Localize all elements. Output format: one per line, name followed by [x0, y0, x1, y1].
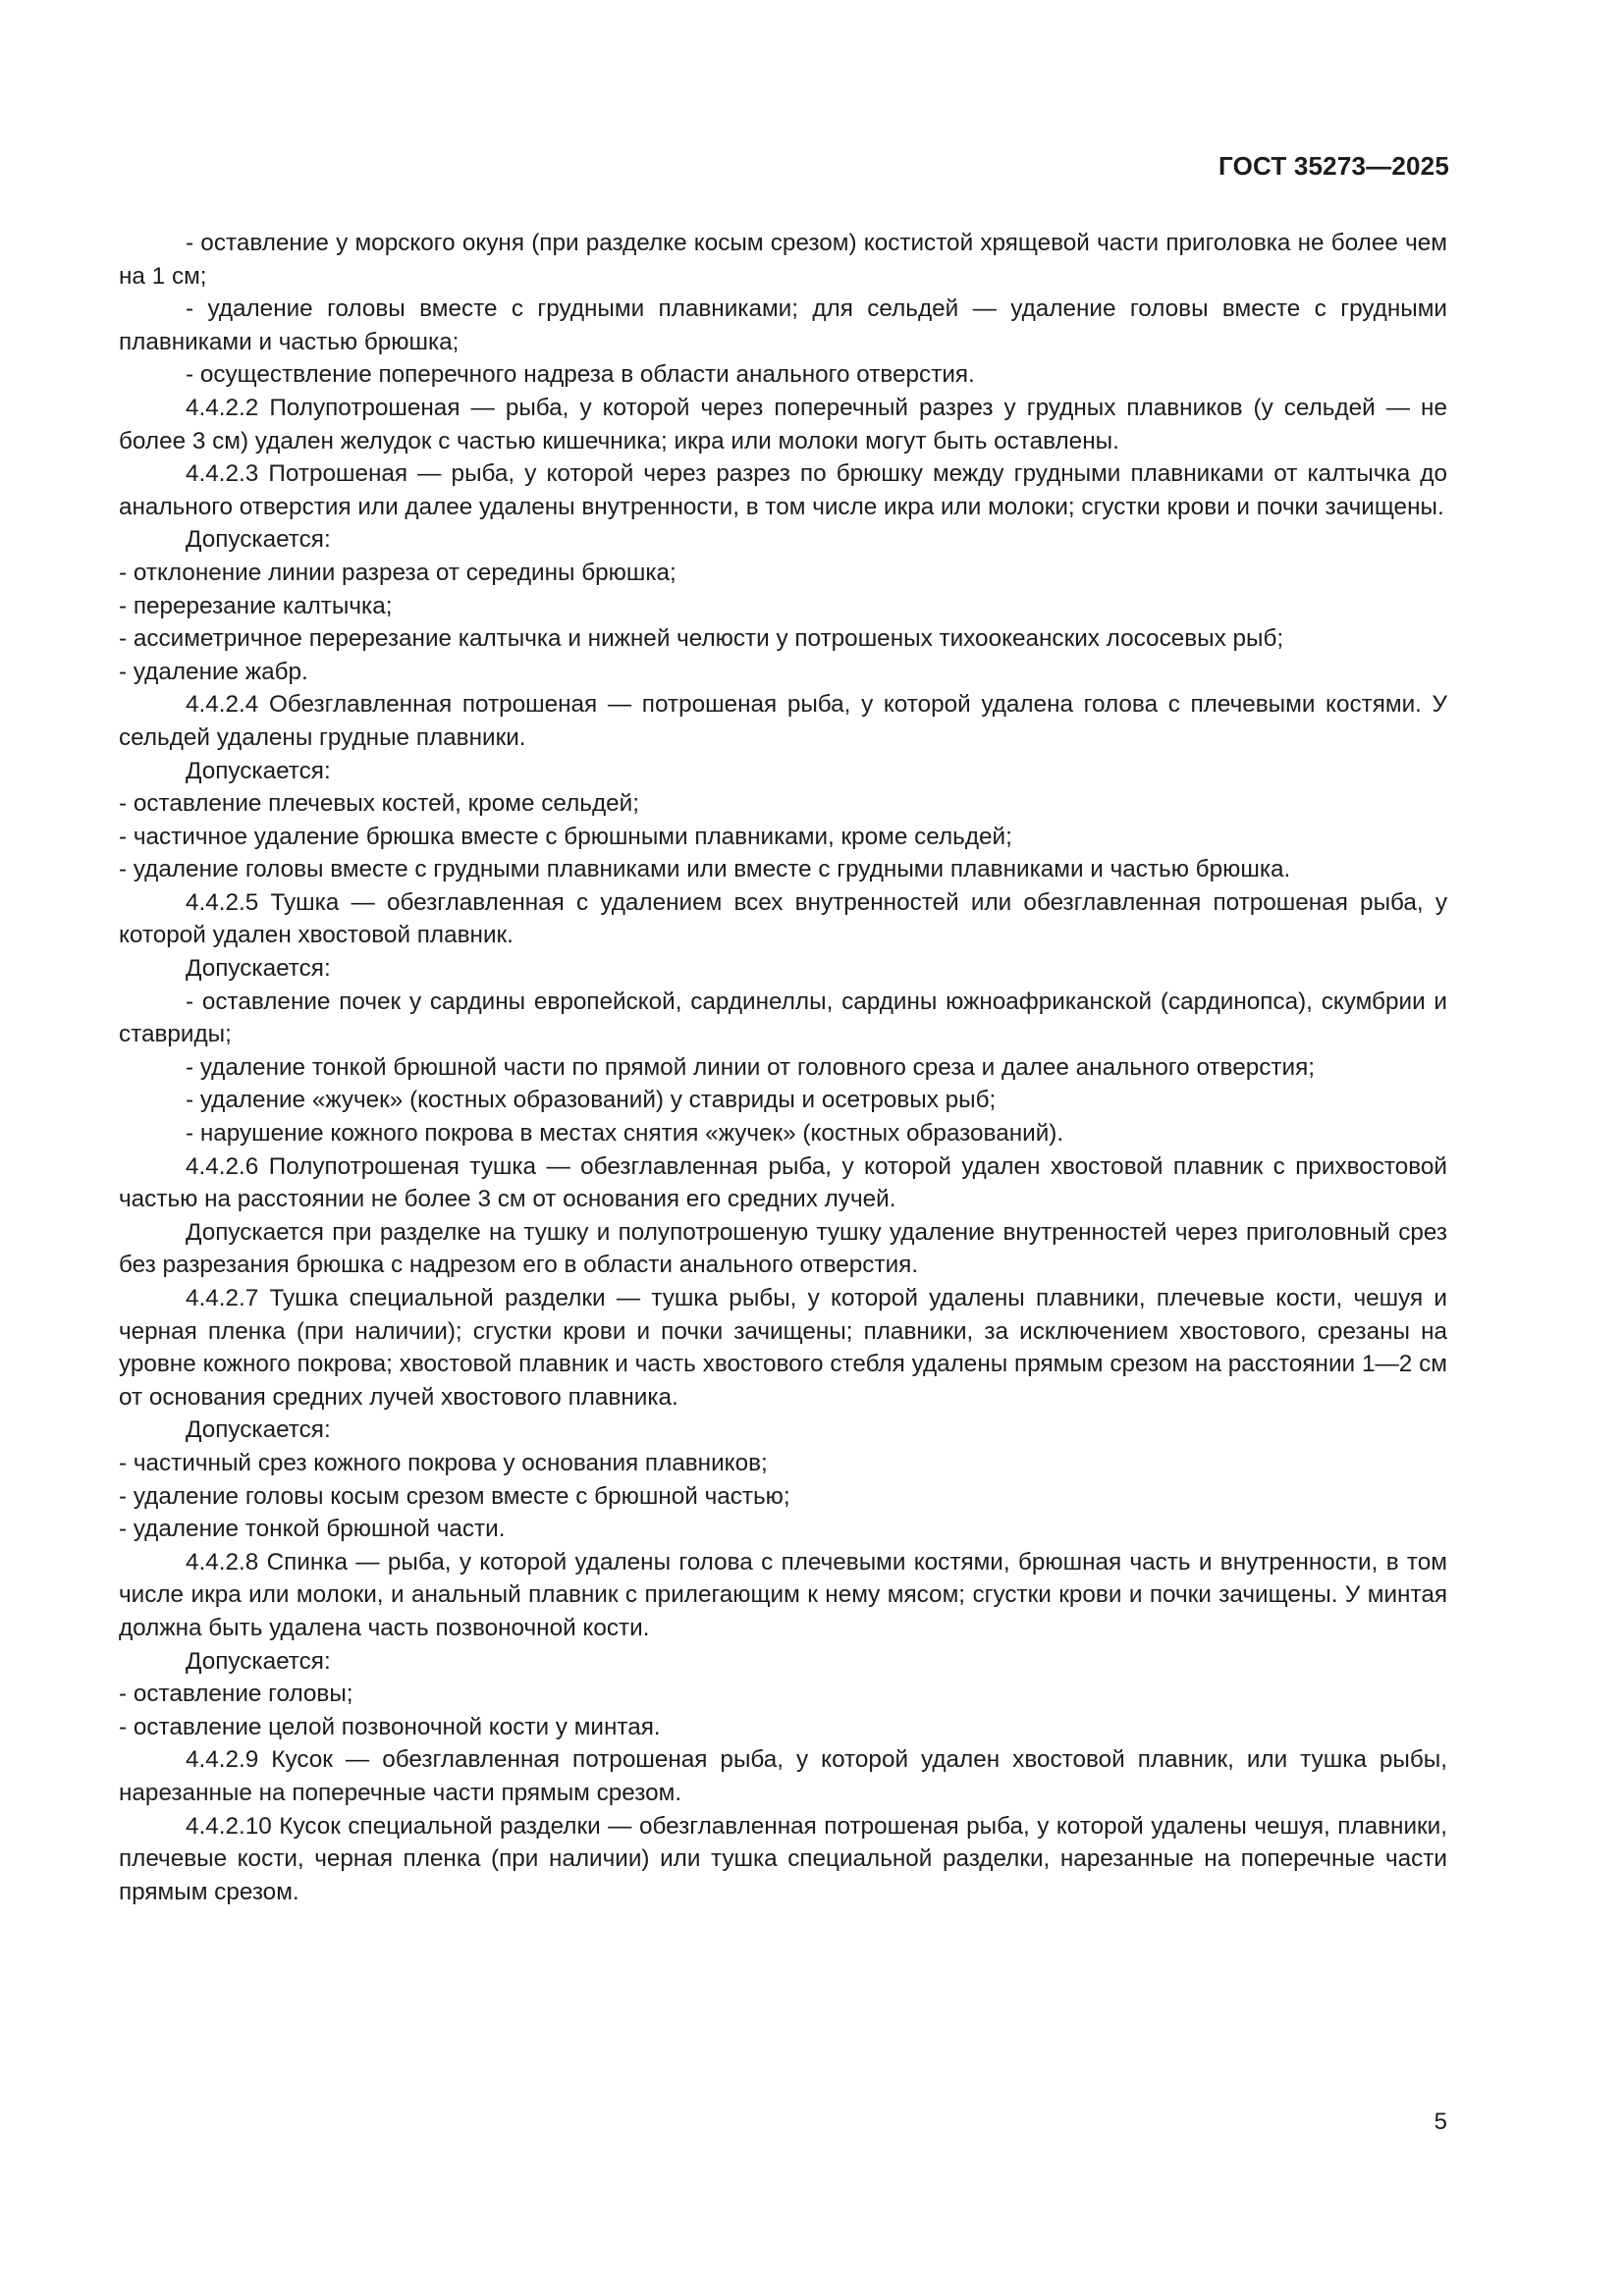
list-item: - удаление тонкой брюшной части.: [119, 1516, 506, 1543]
paragraph: Допускается:: [186, 757, 331, 784]
list-item: - удаление головы косым срезом вместе с брюшной частью;: [119, 1482, 790, 1510]
paragraph: Допускается:: [186, 1416, 331, 1444]
paragraph: 4.4.2.10 Кусок специальной разделки — обезглавленная потрошеная рыба, у которой удалены чешуя, плавники, плечевые кости, черная пленка (при наличии) или тушка специальной разделки, нарезанные на поперечные части прямым срезом.: [119, 1812, 1447, 1905]
paragraph: - оставление у морского окуня (при разделке косым срезом) костистой хрящевой части приголовка не более чем на 1 см;: [119, 230, 1447, 290]
paragraph: 4.4.2.2 Полупотрошеная — рыба, у которой через поперечный разрез у грудных плавников (у сельдей — не более 3 см) удален желудок с частью кишечника; икра или молоки могут быть оставлены.: [119, 394, 1447, 454]
paragraph: Допускается:: [186, 1647, 331, 1675]
page-number: 5: [1434, 2109, 1447, 2135]
list-item: - удаление головы вместе с грудными плавниками или вместе с грудными плавниками и частью брюшка.: [119, 856, 1291, 883]
document-body: [119, 227, 1447, 1908]
list-item: - перерезание калтычка;: [119, 592, 393, 619]
paragraph: 4.4.2.9 Кусок — обезглавленная потрошеная рыба, у которой удален хвостовой плавник, или тушка рыбы, нарезанные на поперечные части прямым срезом.: [119, 1746, 1447, 1806]
list-item: - ассиметричное перерезание калтычка и нижней челюсти у потрошеных тихоокеанских лососевых рыб;: [119, 625, 1284, 653]
paragraph: 4.4.2.5 Тушка — обезглавленная с удалением всех внутренностей или обезглавленная потрошеная рыба, у которой удален хвостовой плавник.: [119, 888, 1447, 949]
list-item: - оставление целой позвоночной кости у минтая.: [119, 1713, 661, 1740]
paragraph: Допускается:: [186, 955, 331, 983]
list-item: - оставление головы;: [119, 1681, 353, 1708]
list-item: - удаление жабр.: [119, 658, 308, 685]
list-item: - частичный срез кожного покрова у основания плавников;: [119, 1449, 768, 1476]
list-item: - частичное удаление брюшка вместе с брюшными плавниками, кроме сельдей;: [119, 823, 1012, 850]
paragraph: 4.4.2.6 Полупотрошеная тушка — обезглавленная рыба, у которой удален хвостовой плавник с прихвостовой частью на расстоянии не более 3 см от основания его средних лучей.: [119, 1152, 1447, 1213]
document-header: ГОСТ 35273—2025: [1218, 151, 1449, 181]
list-item: - нарушение кожного покрова в местах снятия «жучек» (костных образований).: [186, 1120, 1064, 1148]
paragraph: 4.4.2.7 Тушка специальной разделки — тушка рыбы, у которой удалены плавники, плечевые кости, чешуя и черная пленка (при наличии); сгустки крови и почки зачищены; плавники, за исключением хвостового, срезаны на уровне кожного покрова; хвостовой плавник и часть хвостового стебля удалены прямым срезом на расстоянии 1—2 см от основания средних лучей хвостового плавника.: [119, 1285, 1447, 1411]
list-item: - отклонение линии разреза от середины брюшка;: [119, 559, 677, 586]
paragraph: 4.4.2.4 Обезглавленная потрошеная — потрошеная рыба, у которой удалена голова с плечевыми костями. У сельдей удалены грудные плавники.: [119, 691, 1447, 751]
paragraph: 4.4.2.3 Потрошеная — рыба, у которой через разрез по брюшку между грудными плавниками от калтычка до анального отверстия или далее удалены внутренности, в том числе икра или молоки; сгустки крови и почки зачищены.: [119, 460, 1447, 520]
list-item: - удаление «жучек» (костных образований) у ставриды и осетровых рыб;: [186, 1087, 997, 1114]
paragraph: Допускается при разделке на тушку и полупотрошеную тушку удаление внутренностей через приголовный срез без разрезания брюшка с надрезом его в области анального отверстия.: [119, 1218, 1447, 1279]
paragraph: 4.4.2.8 Спинка — рыба, у которой удалены голова с плечевыми костями, брюшная часть и внутренности, в том числе икра или молоки, и анальный плавник с прилегающим к нему мясом; сгустки крови и почки зачищены. У минтая должна быть удалена часть позвоночной кости.: [119, 1548, 1447, 1641]
list-item: - оставление почек у сардины европейской, сардинеллы, сардины южноафриканской (сардинопса), скумбрии и ставриды;: [119, 988, 1447, 1048]
paragraph: Допускается:: [186, 526, 331, 554]
paragraph: - осуществление поперечного надреза в области анального отверстия.: [186, 361, 975, 389]
list-item: - оставление плечевых костей, кроме сельдей;: [119, 790, 639, 818]
paragraph: - удаление головы вместе с грудными плавниками; для сельдей — удаление головы вместе с грудными плавниками и частью брюшка;: [119, 295, 1447, 355]
list-item: - удаление тонкой брюшной части по прямой линии от головного среза и далее анального отверстия;: [186, 1053, 1315, 1081]
